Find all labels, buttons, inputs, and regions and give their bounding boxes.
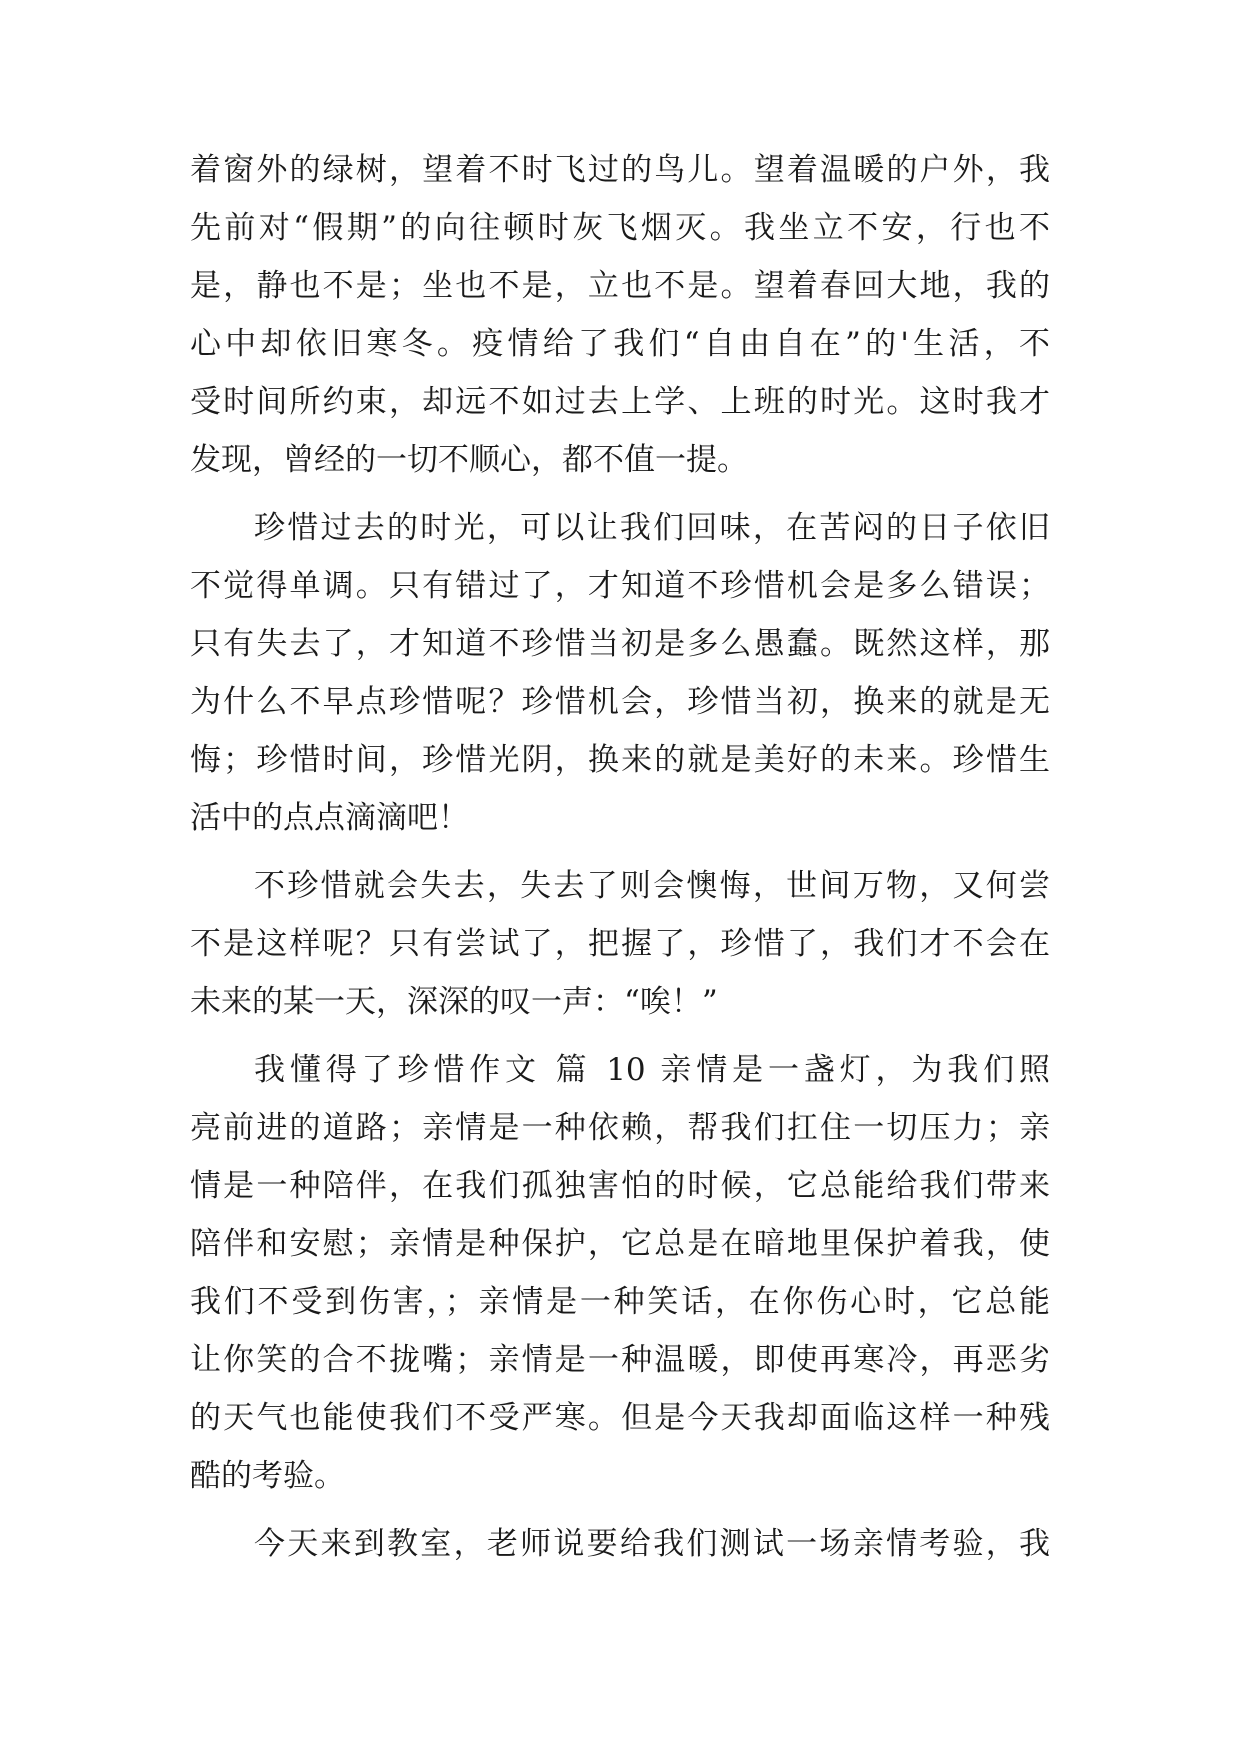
text-line: 发现，曾经的一切不顺心，都不值一提。: [190, 442, 748, 478]
text-line: 活中的点点滴滴吧！: [190, 800, 469, 836]
text-line: 为什么不早点珍惜呢？珍惜机会，珍惜当初，换来的就是无: [190, 684, 1050, 720]
text-line: 未来的某一天，深深的叹一声：“唉！”: [190, 984, 718, 1020]
paragraph-first-line: 珍惜过去的时光，可以让我们回味，在苦闷的日子依旧: [254, 510, 1050, 546]
text-line: 心中却依旧寒冬。疫情给了我们“自由自在”的'生活，不: [190, 326, 1050, 362]
paragraph-first-line: 不珍惜就会失去，失去了则会懊悔，世间万物，又何尝: [254, 868, 1050, 904]
text-line: 是，静也不是；坐也不是，立也不是。望着春回大地，我的: [190, 268, 1050, 304]
text-line: 的天气也能使我们不受严寒。但是今天我却面临这样一种残: [190, 1400, 1050, 1436]
text-line: 悔；珍惜时间，珍惜光阴，换来的就是美好的未来。珍惜生: [190, 742, 1050, 778]
text-line: 亮前进的道路；亲情是一种依赖，帮我们扛住一切压力；亲: [190, 1110, 1050, 1146]
text-line: 酷的考验。: [190, 1458, 345, 1494]
paragraph-first-line: 今天来到教室，老师说要给我们测试一场亲情考验，我: [254, 1526, 1050, 1562]
text-line: 受时间所约束，却远不如过去上学、上班的时光。这时我才: [190, 384, 1050, 420]
text-line: 我们不受到伤害，；亲情是一种笑话，在你伤心时，它总能: [190, 1284, 1050, 1320]
text-line: 让你笑的合不拢嘴；亲情是一种温暖，即使再寒冷，再恶劣: [190, 1342, 1050, 1378]
text-line: 陪伴和安慰；亲情是种保护，它总是在暗地里保护着我，使: [190, 1226, 1050, 1262]
text-line: 情是一种陪伴，在我们孤独害怕的时候，它总能给我们带来: [190, 1168, 1050, 1204]
text-line: 只有失去了，才知道不珍惜当初是多么愚蠢。既然这样，那: [190, 626, 1050, 662]
text-line: 着窗外的绿树，望着不时飞过的鸟儿。望着温暖的户外，我: [190, 152, 1050, 188]
text-line: 不是这样呢？只有尝试了，把握了，珍惜了，我们才不会在: [190, 926, 1050, 962]
section-heading-line: 我懂得了珍惜作文 篇 10 亲情是一盏灯，为我们照: [254, 1052, 1050, 1088]
text-line: 不觉得单调。只有错过了，才知道不珍惜机会是多么错误；: [190, 568, 1050, 604]
text-line: 先前对“假期”的向往顿时灰飞烟灭。我坐立不安，行也不: [190, 210, 1050, 246]
